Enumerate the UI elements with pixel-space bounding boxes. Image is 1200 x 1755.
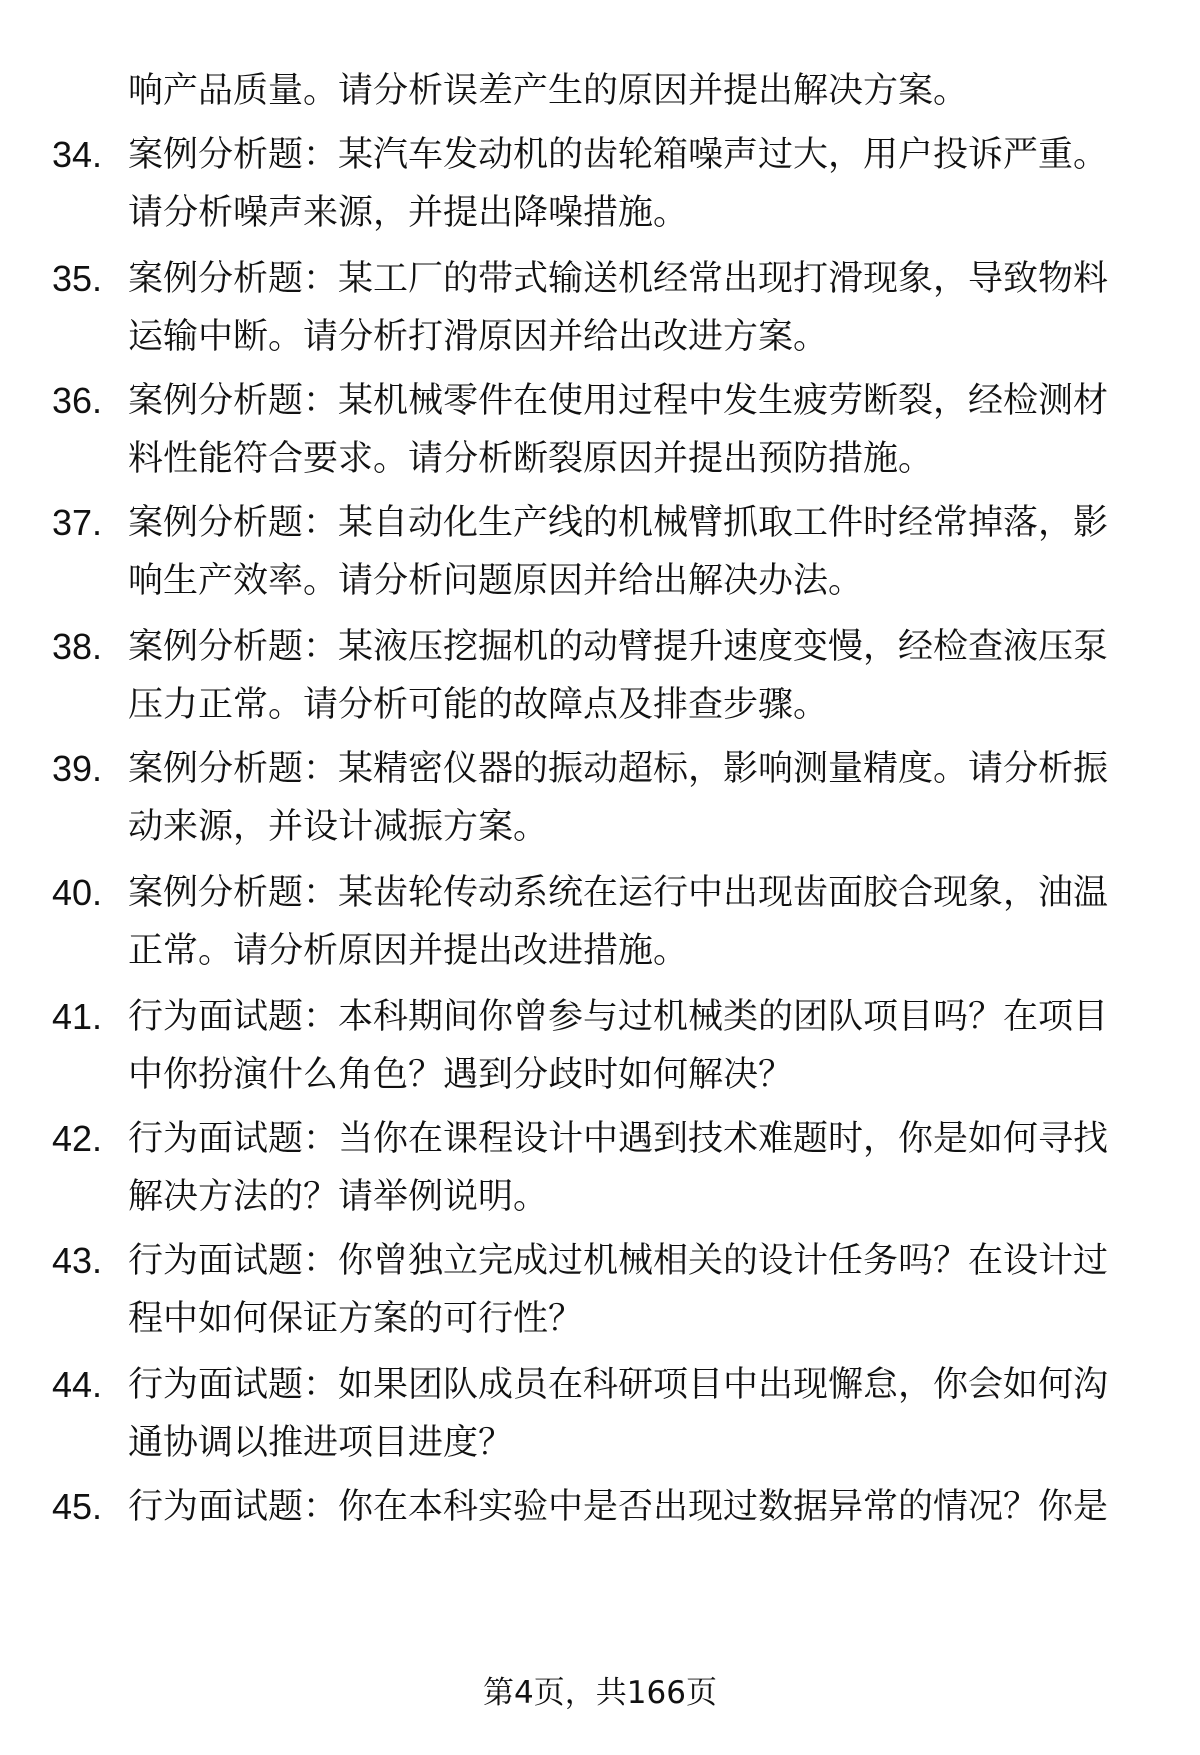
question-text: 案例分析题：某汽车发动机的齿轮箱噪声过大，用户投诉严重。请分析噪声来源，并提出降噪措施。 bbox=[128, 135, 1109, 233]
question-text: 案例分析题：某工厂的带式输送机经常出现打滑现象，导致物料运输中断。请分析打滑原因并给出改进方案。 bbox=[128, 259, 1109, 357]
question-number: 38. bbox=[52, 626, 103, 667]
question-number: 34. bbox=[52, 134, 103, 175]
question-text: 案例分析题：某自动化生产线的机械臂抓取工件时经常掉落，影响生产效率。请分析问题原因并给出解决办法。 bbox=[128, 503, 1109, 601]
question-text: 案例分析题：某机械零件在使用过程中发生疲劳断裂，经检测材料性能符合要求。请分析断裂原因并提出预防措施。 bbox=[128, 381, 1109, 479]
question-text: 案例分析题：某液压挖掘机的动臂提升速度变慢，经检查液压泵压力正常。请分析可能的故障点及排查步骤。 bbox=[128, 627, 1109, 725]
question-number: 40. bbox=[52, 872, 103, 913]
question-text: 行为面试题：本科期间你曾参与过机械类的团队项目吗？在项目中你扮演什么角色？遇到分歧时如何解决？ bbox=[128, 997, 1109, 1095]
question-text: 案例分析题：某齿轮传动系统在运行中出现齿面胶合现象，油温正常。请分析原因并提出改进措施。 bbox=[128, 873, 1109, 971]
question-text: 行为面试题：你曾独立完成过机械相关的设计任务吗？在设计过程中如何保证方案的可行性？ bbox=[128, 1241, 1109, 1339]
question-text: 案例分析题：某精密仪器的振动超标，影响测量精度。请分析振动来源，并设计减振方案。 bbox=[128, 749, 1109, 847]
question-number: 45. bbox=[52, 1486, 103, 1527]
question-number: 44. bbox=[52, 1364, 103, 1405]
question-number: 39. bbox=[52, 748, 103, 789]
question-text: 行为面试题：如果团队成员在科研项目中出现懈怠，你会如何沟通协调以推进项目进度？ bbox=[128, 1365, 1109, 1463]
page-footer: 第4页，共166页 bbox=[483, 1675, 717, 1711]
question-number: 36. bbox=[52, 380, 103, 421]
question-number: 43. bbox=[52, 1240, 103, 1281]
question-number: 41. bbox=[52, 996, 103, 1037]
question-number: 35. bbox=[52, 258, 103, 299]
continued-text: 响产品质量。请分析误差产生的原因并提出解决方案。 bbox=[128, 71, 969, 111]
question-number: 37. bbox=[52, 502, 103, 543]
question-text: 行为面试题：你在本科实验中是否出现过数据异常的情况？你是 bbox=[128, 1487, 1109, 1527]
question-number: 42. bbox=[52, 1118, 103, 1159]
question-text: 行为面试题：当你在课程设计中遇到技术难题时，你是如何寻找解决方法的？请举例说明。 bbox=[128, 1119, 1109, 1217]
